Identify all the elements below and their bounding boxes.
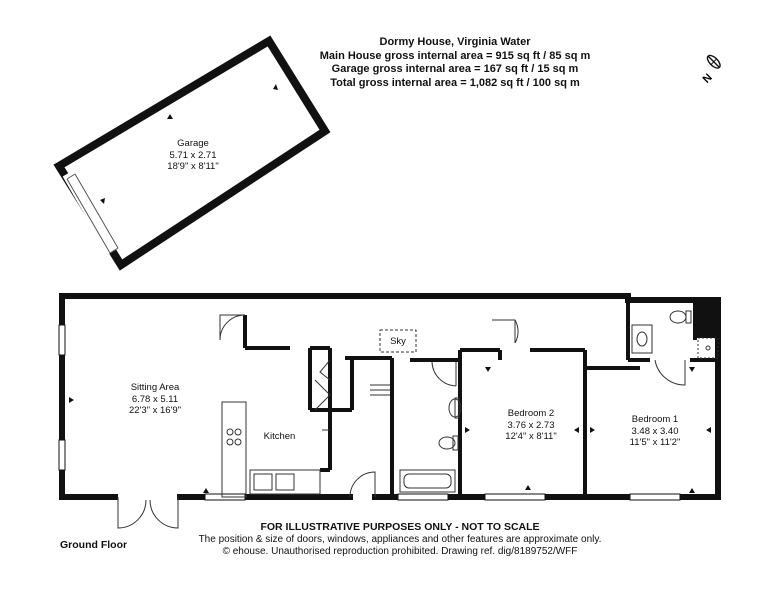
garage-imperial: 18'9" x 8'11" [167, 161, 219, 172]
total-area: Total gross internal area = 1,082 sq ft / 100 sq m [330, 76, 580, 89]
kitchen-fixtures [222, 402, 330, 497]
bathroom-fixtures [400, 398, 461, 492]
bedroom1-imperial: 11'5" x 11'2" [629, 437, 681, 448]
kitchen-name: Kitchen [263, 431, 296, 442]
north-letter: N [700, 71, 715, 86]
wall-pillar [697, 298, 719, 338]
kitchen-label [252, 431, 307, 443]
garage-area: Garage gross internal area = 167 sq ft / 15 sq m [331, 63, 579, 75]
bedroom2-metric: 3.76 x 2.73 [507, 419, 555, 431]
main-house-area: Main House gross internal area = 915 sq ft / 85 sq m [319, 49, 591, 62]
disclaimer-line1: The position & size of doors, windows, appliances and other features are approximate only. [198, 533, 602, 545]
sitting-area-metric: 6.78 x 5.11 [131, 393, 179, 405]
sitting-area-imperial: 22'3" x 16'9" [128, 405, 182, 416]
interior-walls [245, 300, 718, 497]
loft-hatch [370, 385, 390, 395]
sky-name: Sky [390, 336, 406, 347]
bedroom2-imperial: 12'4" x 8'11" [505, 431, 557, 442]
disclaimer-line2: © ehouse. Unauthorised reproduction prohibited. Drawing ref. dig/8189752/WFF [222, 546, 578, 557]
bedroom1-metric: 3.48 x 3.40 [631, 425, 679, 437]
garage-label [148, 138, 238, 173]
bedroom2-label [488, 408, 574, 443]
north-arrow-icon [705, 53, 722, 70]
sitting-area-label [105, 382, 205, 417]
floor-label: Ground Floor [60, 539, 128, 551]
garage-metric: 5.71 x 2.71 [169, 149, 217, 161]
bedroom1-name: Bedroom 1 [631, 414, 679, 425]
bedroom1-label [612, 414, 698, 449]
disclaimer-title: FOR ILLUSTRATIVE PURPOSES ONLY - NOT TO SCALE [260, 521, 540, 533]
bedroom2-name: Bedroom 2 [507, 408, 555, 419]
garage-name: Garage [177, 138, 209, 149]
sitting-area-name: Sitting Area [130, 382, 180, 393]
property-title: Dormy House, Virginia Water [379, 36, 531, 48]
disclaimer-footer [150, 521, 650, 559]
sky-label [380, 336, 416, 348]
